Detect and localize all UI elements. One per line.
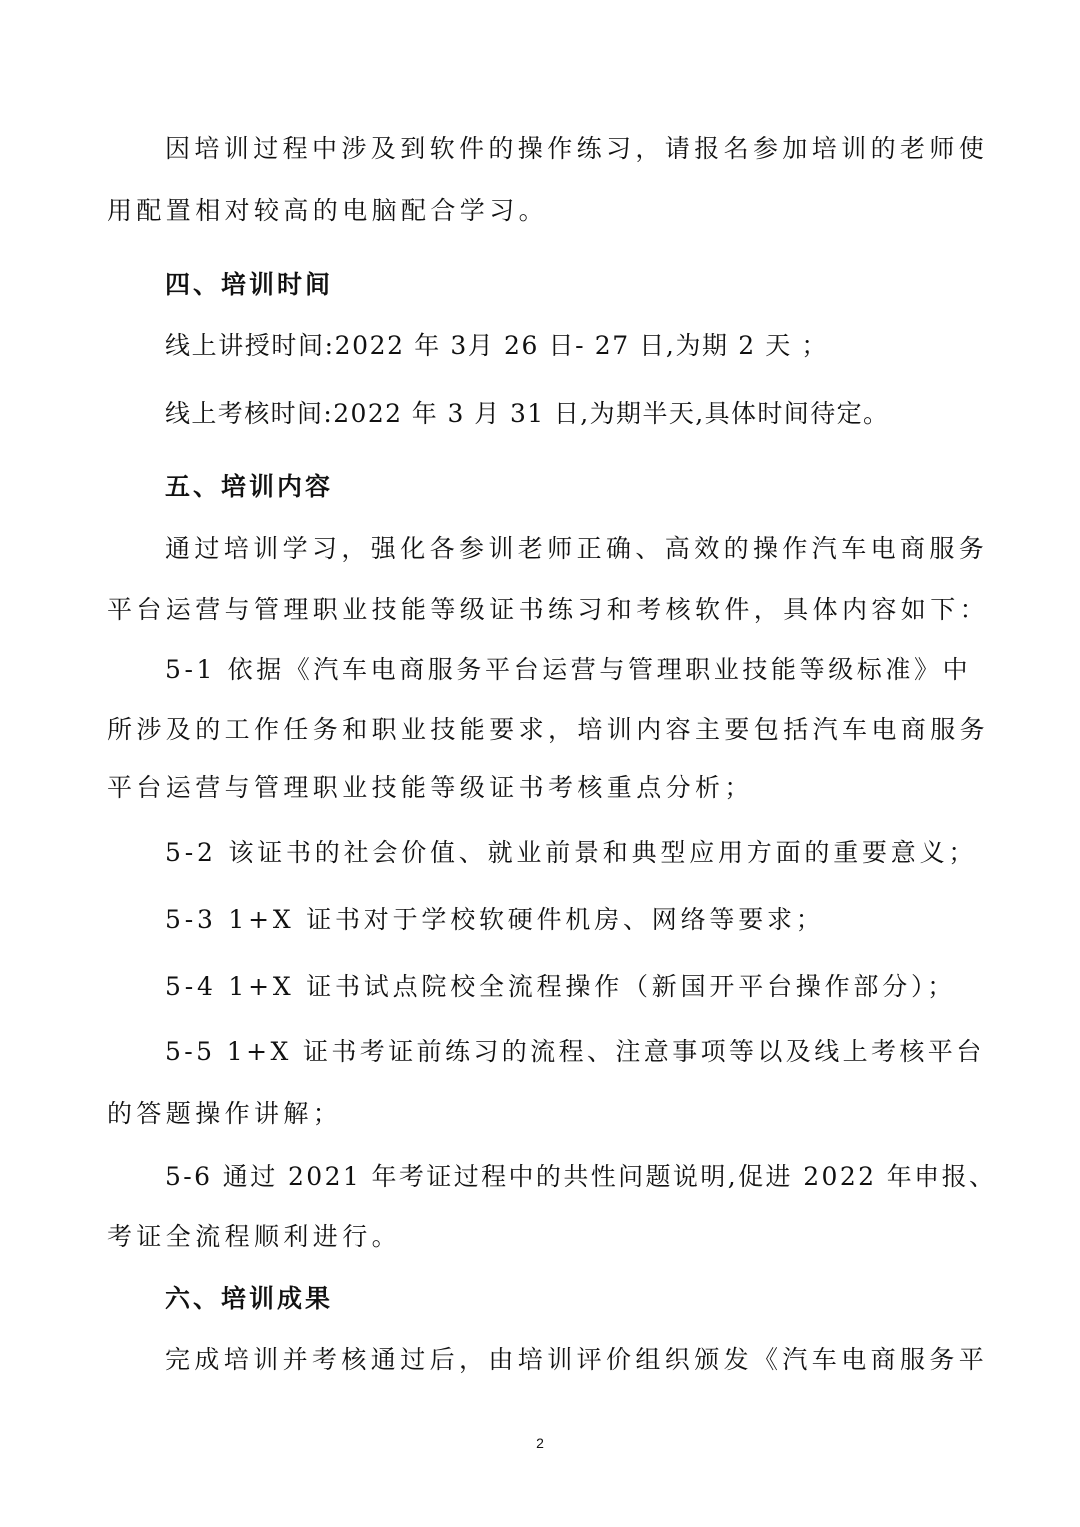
- paragraph-line: 用配置相对较高的电脑配合学习。: [107, 196, 549, 225]
- paragraph-line: 通过培训学习，强化各参训老师正确、高效的操作汽车电商服务: [165, 534, 989, 563]
- section-heading-training-results: 六、培训成果: [165, 1284, 334, 1313]
- section-heading-training-content: 五、培训内容: [165, 472, 334, 501]
- paragraph-line: 平台运营与管理职业技能等级证书练习和考核软件，具体内容如下：: [107, 595, 990, 624]
- paragraph-line: 完成培训并考核通过后，由培训评价组织颁发《汽车电商服务平: [165, 1345, 989, 1374]
- paragraph-line: 线上讲授时间:2022 年 3月 26 日- 27 日,为期 2 天 ；: [165, 331, 828, 360]
- paragraph-line: 5-5 1+X 证书考证前练习的流程、注意事项等以及线上考核平台: [165, 1037, 985, 1066]
- paragraph-line: 考证全流程顺利进行。: [107, 1222, 402, 1251]
- paragraph-line: 5-2 该证书的社会价值、就业前景和典型应用方面的重要意义；: [165, 838, 978, 867]
- paragraph-line: 5-3 1+X 证书对于学校软硬件机房、网络等要求；: [165, 905, 825, 934]
- paragraph-line: 5-6 通过 2021 年考证过程中的共性问题说明,促进 2022 年申报、: [165, 1162, 997, 1191]
- page-number: 2: [536, 1435, 544, 1451]
- paragraph-line: 线上考核时间:2022 年 3 月 31 日,为期半天,具体时间待定。: [165, 399, 890, 428]
- paragraph-line: 的答题操作讲解；: [107, 1099, 343, 1128]
- section-heading-training-time: 四、培训时间: [165, 270, 334, 299]
- paragraph-line: 5-4 1+X 证书试点院校全流程操作（新国开平台操作部分）；: [165, 972, 957, 1001]
- paragraph-line: 平台运营与管理职业技能等级证书考核重点分析；: [107, 773, 754, 802]
- paragraph-line: 因培训过程中涉及到软件的操作练习，请报名参加培训的老师使: [165, 134, 989, 163]
- paragraph-line: 所涉及的工作任务和职业技能要求，培训内容主要包括汽车电商服务: [107, 715, 990, 744]
- paragraph-line: 5-1 依据《汽车电商服务平台运营与管理职业技能等级标准》中: [165, 655, 972, 684]
